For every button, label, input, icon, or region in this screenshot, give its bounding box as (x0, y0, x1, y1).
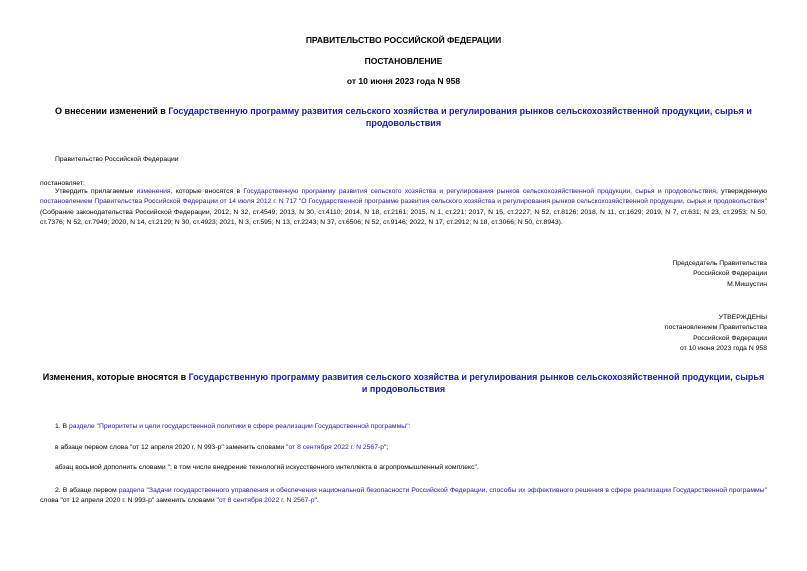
section-priorities-link[interactable]: разделе "Приоритеты и цели государственной политики в сфере реализации Государственной программы" (68, 423, 409, 430)
signature-line-2: Российской Федерации (693, 270, 767, 278)
approval-line-1: УТВЕРЖДЕНЫ (718, 314, 767, 321)
approval-block (665, 313, 767, 354)
order-2567-link[interactable]: от 8 сентября 2022 г. N 2567-р (288, 444, 385, 451)
government-line: Правительство Российской Федерации (55, 156, 179, 163)
signature-line-1: Председатель Правительства (672, 260, 767, 267)
title-program-link[interactable]: Государственную программу развития сельского хозяйства и регулирования рынков сельскохозяйственной продукции, сырья и продовольствия (168, 106, 752, 128)
changes-title (40, 371, 767, 395)
item-2 (40, 486, 767, 507)
para1-text-1: Утвердить прилагаемые (55, 188, 137, 195)
para1-text-4: (Собрание законодательства Российской Федерации, 2012, N 32, ст.4549; 2013, N 30, ст.4110; 2014, N 18, ст.2161; 2015, N 1, ст.221; 2017, N 15, ст.2227; N 52, ст.8126; 2018, N 11, ст.1629; 2019, N 7, ст.631; N 23, ст.2953; N 50, ст.7376; N 52, ст.7949; 2020, N 14, ст.2129; N 30, ст.4923; 2021, N 3, ст.595; N 13, ст.2243; N 37, ст.6506; N 52, ст.9146; 2022, N 17, ст.2912; N 18, ст.3066; N 50, ст.8943). (40, 208, 767, 226)
changes-link[interactable]: изменения (136, 188, 171, 195)
decides-line: постановляет: (40, 180, 85, 187)
signature-block (672, 259, 767, 290)
item1a-text-2: "; (384, 444, 389, 451)
section-tasks-link[interactable]: раздела "Задачи государственного управления и обеспечения национальной безопасности Российской Федерации, способы их эффективного решения в сфере реализации Государственной программы" (118, 487, 767, 494)
paragraph-approve (40, 187, 767, 228)
item1-text-2: : (408, 423, 411, 430)
para1-text-2: , которые вносятся в (170, 188, 244, 195)
changes-title-prefix: Изменения, которые вносятся в (42, 372, 189, 382)
order-2567-link-2[interactable]: от 8 сентября 2022 г. N 2567-р (218, 497, 315, 505)
resolution-717-link[interactable]: постановлением Правительства Российской Федерации от 14 июля 2012 г. N 717 "О Государственной программе развития сельского хозяйства и регулирования рынков сельскохозяйственной продукции, сырья и продовольствия" (40, 198, 767, 206)
item-1-a (55, 444, 388, 453)
approval-line-4: от 10 июня 2023 года N 958 (679, 344, 767, 352)
item1-text-1: 1. В (55, 423, 69, 430)
document-type: ПОСТАНОВЛЕНИЕ (364, 56, 443, 66)
item2-text-2: слова "от 12 апреля 2020 г. N 993-р" заменить словами " (40, 497, 219, 505)
item-1-b: абзац восьмой дополнить словами "; в том числе внедрение технологий искусственного интеллекта в агропромышленный комплекс". (55, 464, 479, 471)
item2-text-1: 2. В абзаце первом (55, 487, 119, 494)
para1-text-3: , утвержденную (715, 188, 767, 195)
changes-title-program-link[interactable]: Государственную программу развития сельского хозяйства и регулирования рынков сельскохозяйственной продукции, сырья и продовольствия (188, 372, 765, 394)
program-link[interactable]: Государственную программу развития сельского хозяйства и регулирования рынков сельскохозяйственной продукции, сырья и продовольствия (243, 188, 716, 195)
document-date-number: от 10 июня 2023 года N 958 (346, 76, 461, 86)
item1a-text-1: в абзаце первом слова "от 12 апреля 2020 г. N 993-р" заменить словами " (55, 444, 289, 451)
government-header: ПРАВИТЕЛЬСТВО РОССИЙСКОЙ ФЕДЕРАЦИИ (305, 35, 502, 45)
document-title-prefix: О внесении изменений в (55, 106, 169, 116)
approval-line-3: Российской Федерации (693, 334, 767, 342)
item-1 (55, 423, 410, 432)
approval-line-2: постановлением Правительства (664, 324, 767, 332)
document-title (40, 105, 767, 129)
signature-line-3: М.Мишустин (727, 280, 767, 288)
item2-text-3: ". (314, 497, 319, 505)
